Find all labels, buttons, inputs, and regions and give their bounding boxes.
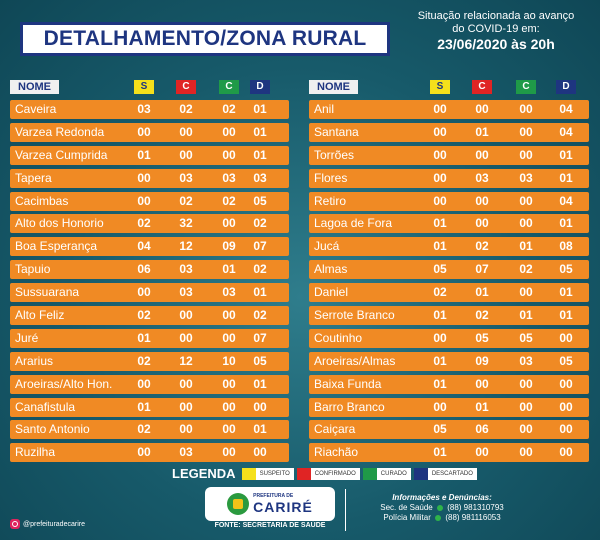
value-cu: 09 (222, 239, 236, 254)
table-row (10, 123, 289, 142)
value-s: 00 (433, 399, 447, 414)
value-c: 00 (475, 445, 489, 460)
value-cu: 00 (222, 445, 236, 460)
locality-name: Aroeiras/Alto Hon. (15, 376, 113, 391)
value-c: 00 (475, 102, 489, 116)
table-row (309, 443, 589, 462)
value-cu: 02 (519, 262, 533, 277)
locality-name: Boa Esperança (15, 239, 98, 254)
value-d: 01 (253, 376, 267, 391)
police-phone: (88) 981116053 (445, 513, 501, 522)
value-d: 05 (559, 262, 573, 277)
table-row (10, 100, 289, 119)
locality-name: Sussuarana (15, 285, 80, 300)
locality-name: Tapera (15, 170, 52, 185)
table-row (10, 352, 289, 371)
value-cu: 00 (519, 285, 533, 300)
locality-name: Baixa Funda (314, 376, 382, 391)
value-s: 00 (433, 330, 447, 345)
value-d: 05 (559, 353, 573, 368)
header-s: S (430, 80, 450, 94)
value-d: 00 (559, 422, 573, 437)
table-row (10, 443, 289, 462)
locality-name: Caveira (15, 102, 57, 116)
locality-name: Canafistula (15, 399, 76, 414)
value-s: 06 (137, 262, 151, 277)
situation-line-1: Situação relacionada ao avanço (417, 10, 575, 22)
value-d: 04 (559, 193, 573, 208)
value-d: 02 (253, 308, 267, 323)
value-d: 05 (253, 193, 267, 208)
value-d: 01 (559, 216, 573, 231)
legend-label: CURADO (380, 470, 407, 477)
locality-name: Anil (314, 102, 335, 116)
legend-swatch (297, 468, 311, 480)
locality-name: Santo Antonio (15, 422, 90, 437)
source-text: FONTE: SECRETARIA DE SAÚDE (214, 522, 326, 529)
value-s: 01 (137, 147, 151, 162)
value-s: 01 (433, 376, 447, 391)
value-d: 03 (253, 170, 267, 185)
value-cu: 00 (222, 422, 236, 437)
header-cu: C (516, 80, 536, 94)
value-d: 04 (559, 102, 573, 116)
value-d: 04 (559, 124, 573, 139)
header-name: NOME (309, 80, 358, 94)
value-c: 03 (475, 170, 489, 185)
legend-swatch (414, 468, 428, 480)
info-title: Informações e Denúncias: (392, 493, 492, 502)
social-text: @prefeituradecarire (23, 520, 85, 528)
locality-name: Juré (15, 330, 39, 345)
locality-name: Santana (314, 124, 359, 139)
table-row (10, 283, 289, 302)
value-cu: 01 (222, 262, 236, 277)
table-row (309, 283, 589, 302)
value-d: 01 (559, 147, 573, 162)
value-cu: 01 (519, 239, 533, 254)
value-s: 00 (137, 376, 151, 391)
value-cu: 00 (222, 216, 236, 231)
value-s: 01 (433, 239, 447, 254)
value-d: 00 (559, 399, 573, 414)
header-c: C (176, 80, 196, 94)
table-row (309, 260, 589, 279)
header-s: S (134, 80, 154, 94)
value-cu: 00 (222, 308, 236, 323)
locality-name: Alto dos Honorio (15, 216, 104, 231)
police-label: Polícia Militar (383, 513, 431, 522)
value-c: 32 (179, 216, 193, 231)
table-row (10, 375, 289, 394)
value-d: 00 (559, 445, 573, 460)
info-line-police (352, 513, 532, 523)
divider (345, 489, 346, 531)
value-c: 03 (179, 445, 193, 460)
value-c: 05 (475, 330, 489, 345)
value-cu: 00 (222, 376, 236, 391)
left-table (10, 80, 289, 466)
legend-item (297, 468, 360, 480)
instagram-icon (10, 519, 20, 529)
locality-name: Daniel (314, 285, 349, 300)
locality-name: Varzea Redonda (15, 124, 105, 139)
value-d: 05 (253, 353, 267, 368)
situation-date: 23/06/2020 às 20h (437, 36, 555, 52)
table-row (309, 306, 589, 325)
legend-title: LEGENDA (172, 466, 236, 481)
locality-name: Caiçara (314, 422, 356, 437)
value-c: 03 (179, 170, 193, 185)
table-row (309, 214, 589, 233)
value-s: 00 (137, 285, 151, 300)
value-cu: 02 (222, 102, 236, 116)
table-row (10, 192, 289, 211)
value-s: 01 (433, 445, 447, 460)
value-d: 00 (253, 445, 267, 460)
value-d: 00 (559, 376, 573, 391)
value-s: 00 (433, 170, 447, 185)
value-s: 00 (137, 124, 151, 139)
value-c: 03 (179, 285, 193, 300)
value-c: 12 (179, 353, 193, 368)
value-s: 04 (137, 239, 151, 254)
value-c: 01 (475, 399, 489, 414)
value-cu: 03 (519, 353, 533, 368)
value-s: 00 (433, 193, 447, 208)
value-s: 00 (433, 124, 447, 139)
value-c: 00 (475, 376, 489, 391)
value-c: 12 (179, 239, 193, 254)
locality-name: Alto Feliz (15, 308, 65, 323)
value-cu: 01 (519, 308, 533, 323)
value-cu: 03 (222, 170, 236, 185)
value-s: 00 (433, 102, 447, 116)
table-row (10, 306, 289, 325)
value-c: 01 (475, 124, 489, 139)
table-row (10, 398, 289, 417)
value-s: 00 (433, 147, 447, 162)
table-row (10, 214, 289, 233)
value-cu: 00 (519, 147, 533, 162)
legend-label: CONFIRMADO (314, 470, 356, 477)
value-d: 00 (253, 399, 267, 414)
locality-name: Barro Branco (314, 399, 385, 414)
prefeitura-emblem-icon (227, 493, 249, 515)
locality-name: Tapuio (15, 262, 51, 277)
value-c: 00 (179, 399, 193, 414)
value-d: 01 (253, 124, 267, 139)
table-header (309, 80, 589, 94)
locality-name: Retiro (314, 193, 347, 208)
table-row (10, 329, 289, 348)
value-d: 01 (253, 285, 267, 300)
locality-name: Coutinho (314, 330, 363, 345)
value-c: 00 (179, 376, 193, 391)
value-cu: 03 (519, 170, 533, 185)
value-cu: 00 (519, 193, 533, 208)
value-cu: 00 (222, 124, 236, 139)
legend-swatch (363, 468, 377, 480)
value-s: 02 (137, 422, 151, 437)
value-cu: 00 (222, 330, 236, 345)
value-cu: 00 (222, 399, 236, 414)
table-row (309, 420, 589, 439)
value-c: 00 (179, 308, 193, 323)
whatsapp-icon (437, 505, 443, 511)
health-phone: (88) 981310793 (447, 503, 504, 512)
health-label: Sec. de Saúde (380, 503, 433, 512)
table-row (10, 420, 289, 439)
table-row (10, 146, 289, 165)
value-c: 00 (179, 147, 193, 162)
value-c: 02 (179, 102, 193, 116)
value-s: 01 (433, 308, 447, 323)
value-d: 01 (253, 102, 267, 116)
value-s: 01 (137, 399, 151, 414)
value-s: 02 (137, 308, 151, 323)
table-row (309, 375, 589, 394)
value-d: 01 (253, 147, 267, 162)
social-handle (10, 519, 85, 529)
table-row (309, 192, 589, 211)
header-name: NOME (10, 80, 59, 94)
legend (172, 466, 480, 481)
value-s: 02 (433, 285, 447, 300)
whatsapp-icon (435, 515, 441, 521)
info-line-health (352, 503, 532, 513)
legend-label: DESCARTADO (431, 470, 473, 477)
value-cu: 02 (222, 193, 236, 208)
value-c: 06 (475, 422, 489, 437)
value-s: 02 (137, 353, 151, 368)
value-c: 02 (179, 193, 193, 208)
locality-name: Jucá (314, 239, 340, 254)
value-c: 00 (475, 147, 489, 162)
header-cu: C (219, 80, 239, 94)
header-d: D (556, 80, 576, 94)
legend-swatch (242, 468, 256, 480)
value-c: 00 (475, 193, 489, 208)
right-table (309, 80, 589, 466)
value-s: 05 (433, 422, 447, 437)
value-d: 01 (559, 170, 573, 185)
table-header (10, 80, 289, 94)
value-d: 07 (253, 239, 267, 254)
value-s: 01 (137, 330, 151, 345)
value-c: 00 (475, 216, 489, 231)
value-d: 08 (559, 239, 573, 254)
value-s: 00 (137, 193, 151, 208)
value-cu: 00 (519, 422, 533, 437)
value-s: 05 (433, 262, 447, 277)
situation-block (396, 10, 596, 51)
locality-name: Ruzilha (15, 445, 56, 460)
value-cu: 05 (519, 330, 533, 345)
table-row (309, 169, 589, 188)
value-d: 01 (559, 285, 573, 300)
locality-name: Lagoa de Fora (314, 216, 393, 231)
logo-top-text: PREFEITURA DE (253, 493, 294, 499)
table-row (309, 100, 589, 119)
table-row (309, 398, 589, 417)
value-s: 01 (433, 216, 447, 231)
value-cu: 00 (519, 399, 533, 414)
value-d: 07 (253, 330, 267, 345)
situation-line-2: do COVID-19 em: (452, 23, 540, 35)
locality-name: Varzea Cumprida (15, 147, 108, 162)
table-row (10, 237, 289, 256)
value-cu: 00 (222, 147, 236, 162)
legend-label: SUSPEITO (259, 470, 290, 477)
value-c: 00 (179, 124, 193, 139)
value-d: 00 (559, 330, 573, 345)
locality-name: Ararius (15, 353, 54, 368)
table-row (309, 352, 589, 371)
table-row (10, 169, 289, 188)
value-cu: 00 (519, 445, 533, 460)
value-d: 02 (253, 216, 267, 231)
value-d: 01 (559, 308, 573, 323)
legend-item (414, 468, 477, 480)
legend-item (363, 468, 411, 480)
value-c: 01 (475, 285, 489, 300)
locality-name: Flores (314, 170, 348, 185)
legend-item (242, 468, 294, 480)
value-s: 02 (137, 216, 151, 231)
value-c: 02 (475, 239, 489, 254)
value-d: 02 (253, 262, 267, 277)
value-s: 00 (137, 170, 151, 185)
locality-name: Cacimbas (15, 193, 69, 208)
value-s: 01 (433, 353, 447, 368)
header-c: C (472, 80, 492, 94)
value-cu: 10 (222, 353, 236, 368)
logo-main-text: CARIRÉ (253, 499, 313, 515)
value-cu: 00 (519, 102, 533, 116)
value-s: 03 (137, 102, 151, 116)
table-row (309, 329, 589, 348)
table-row (10, 260, 289, 279)
value-d: 01 (253, 422, 267, 437)
table-row (309, 237, 589, 256)
title-box (20, 22, 390, 56)
table-row (309, 123, 589, 142)
value-c: 09 (475, 353, 489, 368)
value-cu: 00 (519, 376, 533, 391)
locality-name: Almas (314, 262, 348, 277)
value-c: 02 (475, 308, 489, 323)
value-cu: 03 (222, 285, 236, 300)
value-c: 03 (179, 262, 193, 277)
table-row (309, 146, 589, 165)
value-c: 07 (475, 262, 489, 277)
value-cu: 00 (519, 216, 533, 231)
locality-name: Riachão (314, 445, 359, 460)
value-s: 00 (137, 445, 151, 460)
locality-name: Torrões (314, 147, 355, 162)
value-cu: 00 (519, 124, 533, 139)
header-d: D (250, 80, 270, 94)
info-block (352, 493, 532, 523)
value-c: 00 (179, 422, 193, 437)
locality-name: Serrote Branco (314, 308, 395, 323)
locality-name: Aroeiras/Almas (314, 353, 396, 368)
value-c: 00 (179, 330, 193, 345)
prefeitura-logo (205, 487, 335, 521)
page-title: DETALHAMENTO/ZONA RURAL (43, 27, 367, 50)
